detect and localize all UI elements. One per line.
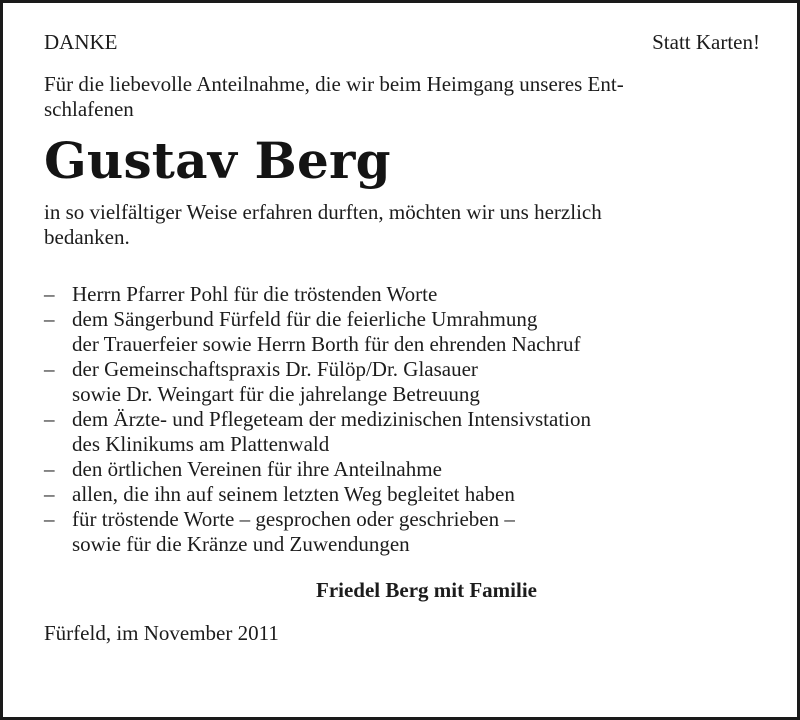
list-dash: –: [44, 457, 55, 481]
list-item-line: sowie für die Kränze und Zuwendungen: [72, 532, 410, 556]
list-item-line: den örtlichen Vereinen für ihre Anteilnahme: [72, 457, 442, 481]
list-item: [44, 307, 760, 357]
list-item-line: des Klinikums am Plattenwald: [72, 432, 330, 456]
statt-karten-label: Statt Karten!: [652, 30, 760, 54]
thanks-line: in so vielfältiger Weise erfahren durften, möchten wir uns herzlich: [44, 200, 602, 224]
list-dash: –: [44, 507, 55, 531]
intro-line: Für die liebevolle Anteilnahme, die wir beim Heimgang unseres Ent-: [44, 72, 624, 96]
obituary-notice: [44, 30, 760, 646]
list-item: [44, 282, 760, 307]
list-item-line: der Gemeinschaftspraxis Dr. Fülöp/Dr. Glasauer: [72, 357, 478, 381]
list-item-line: allen, die ihn auf seinem letzten Weg begleitet haben: [72, 482, 515, 506]
list-item: [44, 482, 760, 507]
list-item-line: der Trauerfeier sowie Herrn Borth für den ehrenden Nachruf: [72, 332, 581, 356]
list-item: [44, 457, 760, 482]
list-item-line: Herrn Pfarrer Pohl für die tröstenden Worte: [72, 282, 438, 306]
intro-line: schlafenen: [44, 97, 134, 121]
deceased-name: Gustav Berg: [44, 131, 391, 190]
list-item: [44, 357, 760, 407]
intro-text: [44, 72, 760, 122]
list-dash: –: [44, 282, 55, 306]
list-item: [44, 507, 760, 557]
notice-header: [44, 30, 760, 55]
list-item-line: für tröstende Worte – gesprochen oder geschrieben –: [72, 507, 515, 531]
signature: Friedel Berg mit Familie: [316, 578, 538, 602]
list-item-line: sowie Dr. Weingart für die jahrelange Betreuung: [72, 382, 480, 406]
thanks-line: bedanken.: [44, 225, 130, 249]
danke-label: DANKE: [44, 30, 118, 54]
thanks-list: [44, 282, 760, 557]
list-dash: –: [44, 307, 55, 331]
list-item-line: dem Ärzte- und Pflegeteam der medizinischen Intensivstation: [72, 407, 592, 431]
list-dash: –: [44, 482, 55, 506]
list-dash: –: [44, 407, 55, 431]
place-date: Fürfeld, im November 2011: [44, 621, 279, 645]
list-item-line: dem Sängerbund Fürfeld für die feierliche Umrahmung: [72, 307, 538, 331]
list-dash: –: [44, 357, 55, 381]
thanks-text: [44, 200, 760, 250]
list-item: [44, 407, 760, 457]
